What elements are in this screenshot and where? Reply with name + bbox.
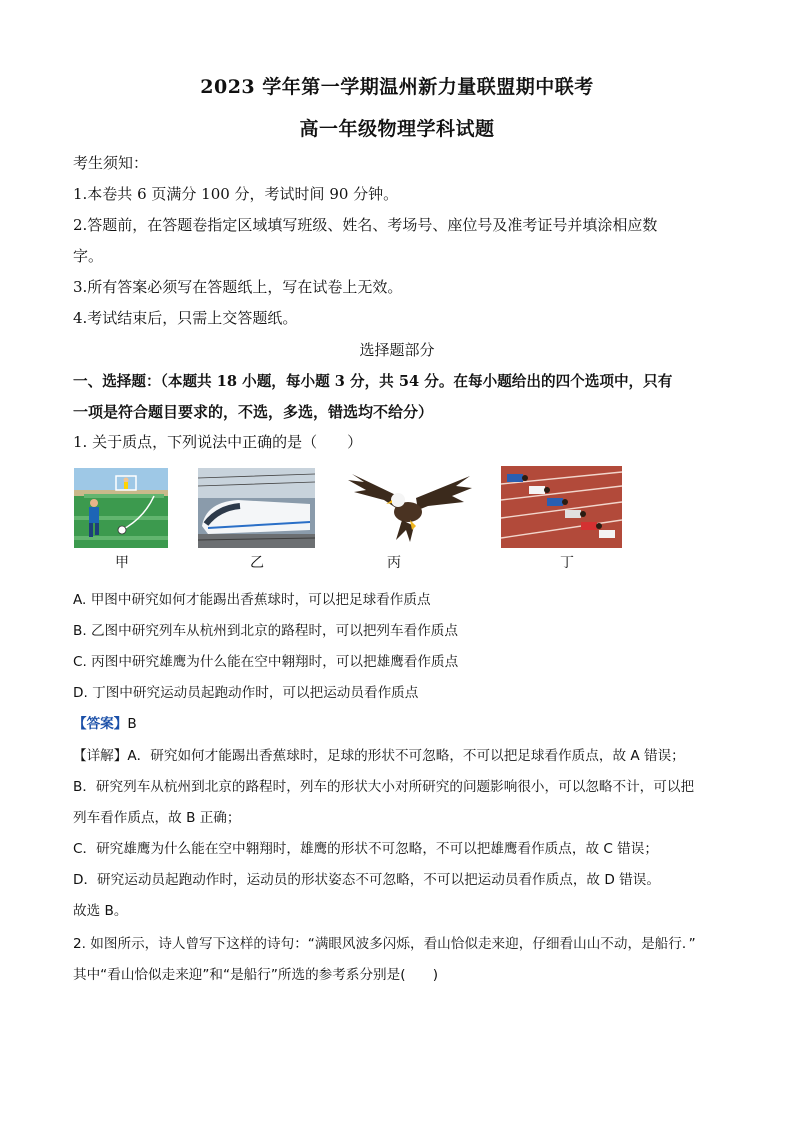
detail-text: B．研究列车从杭州到北京的路程时，列车的形状大小对所研究的问题影响很小，可以忽略不计，可以把: [73, 779, 695, 795]
figure-caption: 甲: [115, 555, 129, 571]
option-d: D. 丁图中研究运动员起跑动作时，可以把运动员看作质点: [73, 685, 419, 701]
figure-caption: 丁: [560, 555, 574, 571]
notice-item: 1.本卷共 6 页满分 100 分，考试时间 90 分钟。: [73, 185, 399, 203]
train-picture: [198, 468, 315, 548]
section-name: 选择题部分: [359, 341, 435, 359]
detail-text: A．研究如何才能踢出香蕉球时，足球的形状不可忽略，不可以把足球看作质点，故 A 错误；: [127, 748, 685, 764]
question-2-stem: 其中“看山恰似走来迎”和“是船行”所选的参考系分别是( ): [73, 967, 439, 983]
option-b: B. 乙图中研究列车从杭州到北京的路程时，可以把列车看作质点: [73, 623, 458, 639]
answer-line: [73, 712, 137, 732]
exam-title: 2023 学年第一学期温州新力量联盟期中联考: [200, 76, 594, 98]
eagle-picture: [344, 468, 474, 548]
detail-text: 故选 B。: [73, 903, 128, 919]
figure-caption: 丙: [387, 555, 401, 571]
option-c: C. 丙图中研究雄鹰为什么能在空中翱翔时，可以把雄鹰看作质点: [73, 654, 459, 670]
notice-heading: 考生须知：: [73, 154, 149, 172]
option-a: A. 甲图中研究如何才能踢出香蕉球时，可以把足球看作质点: [73, 592, 431, 608]
section-instruction: 一项是符合题目要求的，不选，多选，错选均不给分）: [73, 403, 434, 421]
question-1-stem: 1. 关于质点，下列说法中正确的是（ ）: [73, 433, 363, 451]
detail-tag: 【详解】: [73, 748, 128, 764]
question-2-stem: 2. 如图所示，诗人曾写下这样的诗句：“满眼风波多闪烁，看山恰似走来迎，仔细看山山不动，是船行．”: [73, 936, 696, 952]
sprint-picture: [501, 466, 622, 548]
answer-tag: 【答案】: [73, 716, 128, 732]
detail-line: [73, 744, 685, 764]
notice-item: 字。: [73, 247, 104, 265]
detail-text: C．研究雄鹰为什么能在空中翱翔时，雄鹰的形状不可忽略，不可以把雄鹰看作质点，故 C 错误；: [73, 841, 658, 857]
notice-item: 2.答题前，在答题卷指定区域填写班级、姓名、考场号、座位号及准考证号并填涂相应数: [73, 216, 658, 234]
figure-caption: 乙: [250, 555, 264, 571]
notice-item: 3.所有答案必须写在答题纸上，写在试卷上无效。: [73, 278, 403, 296]
answer-value: B: [127, 716, 137, 732]
section-instruction: 一、选择题：（本题共 18 小题，每小题 3 分，共 54 分。在每小题给出的四个选项中，只有: [73, 373, 673, 390]
soccer-picture: [74, 468, 168, 548]
detail-text: 列车看作质点，故 B 正确；: [73, 810, 241, 826]
detail-text: D．研究运动员起跑动作时，运动员的形状姿态不可忽略，不可以把运动员看作质点，故 D 错误。: [73, 872, 660, 888]
notice-item: 4.考试结束后，只需上交答题纸。: [73, 309, 298, 327]
exam-subtitle: 高一年级物理学科试题: [299, 118, 495, 140]
